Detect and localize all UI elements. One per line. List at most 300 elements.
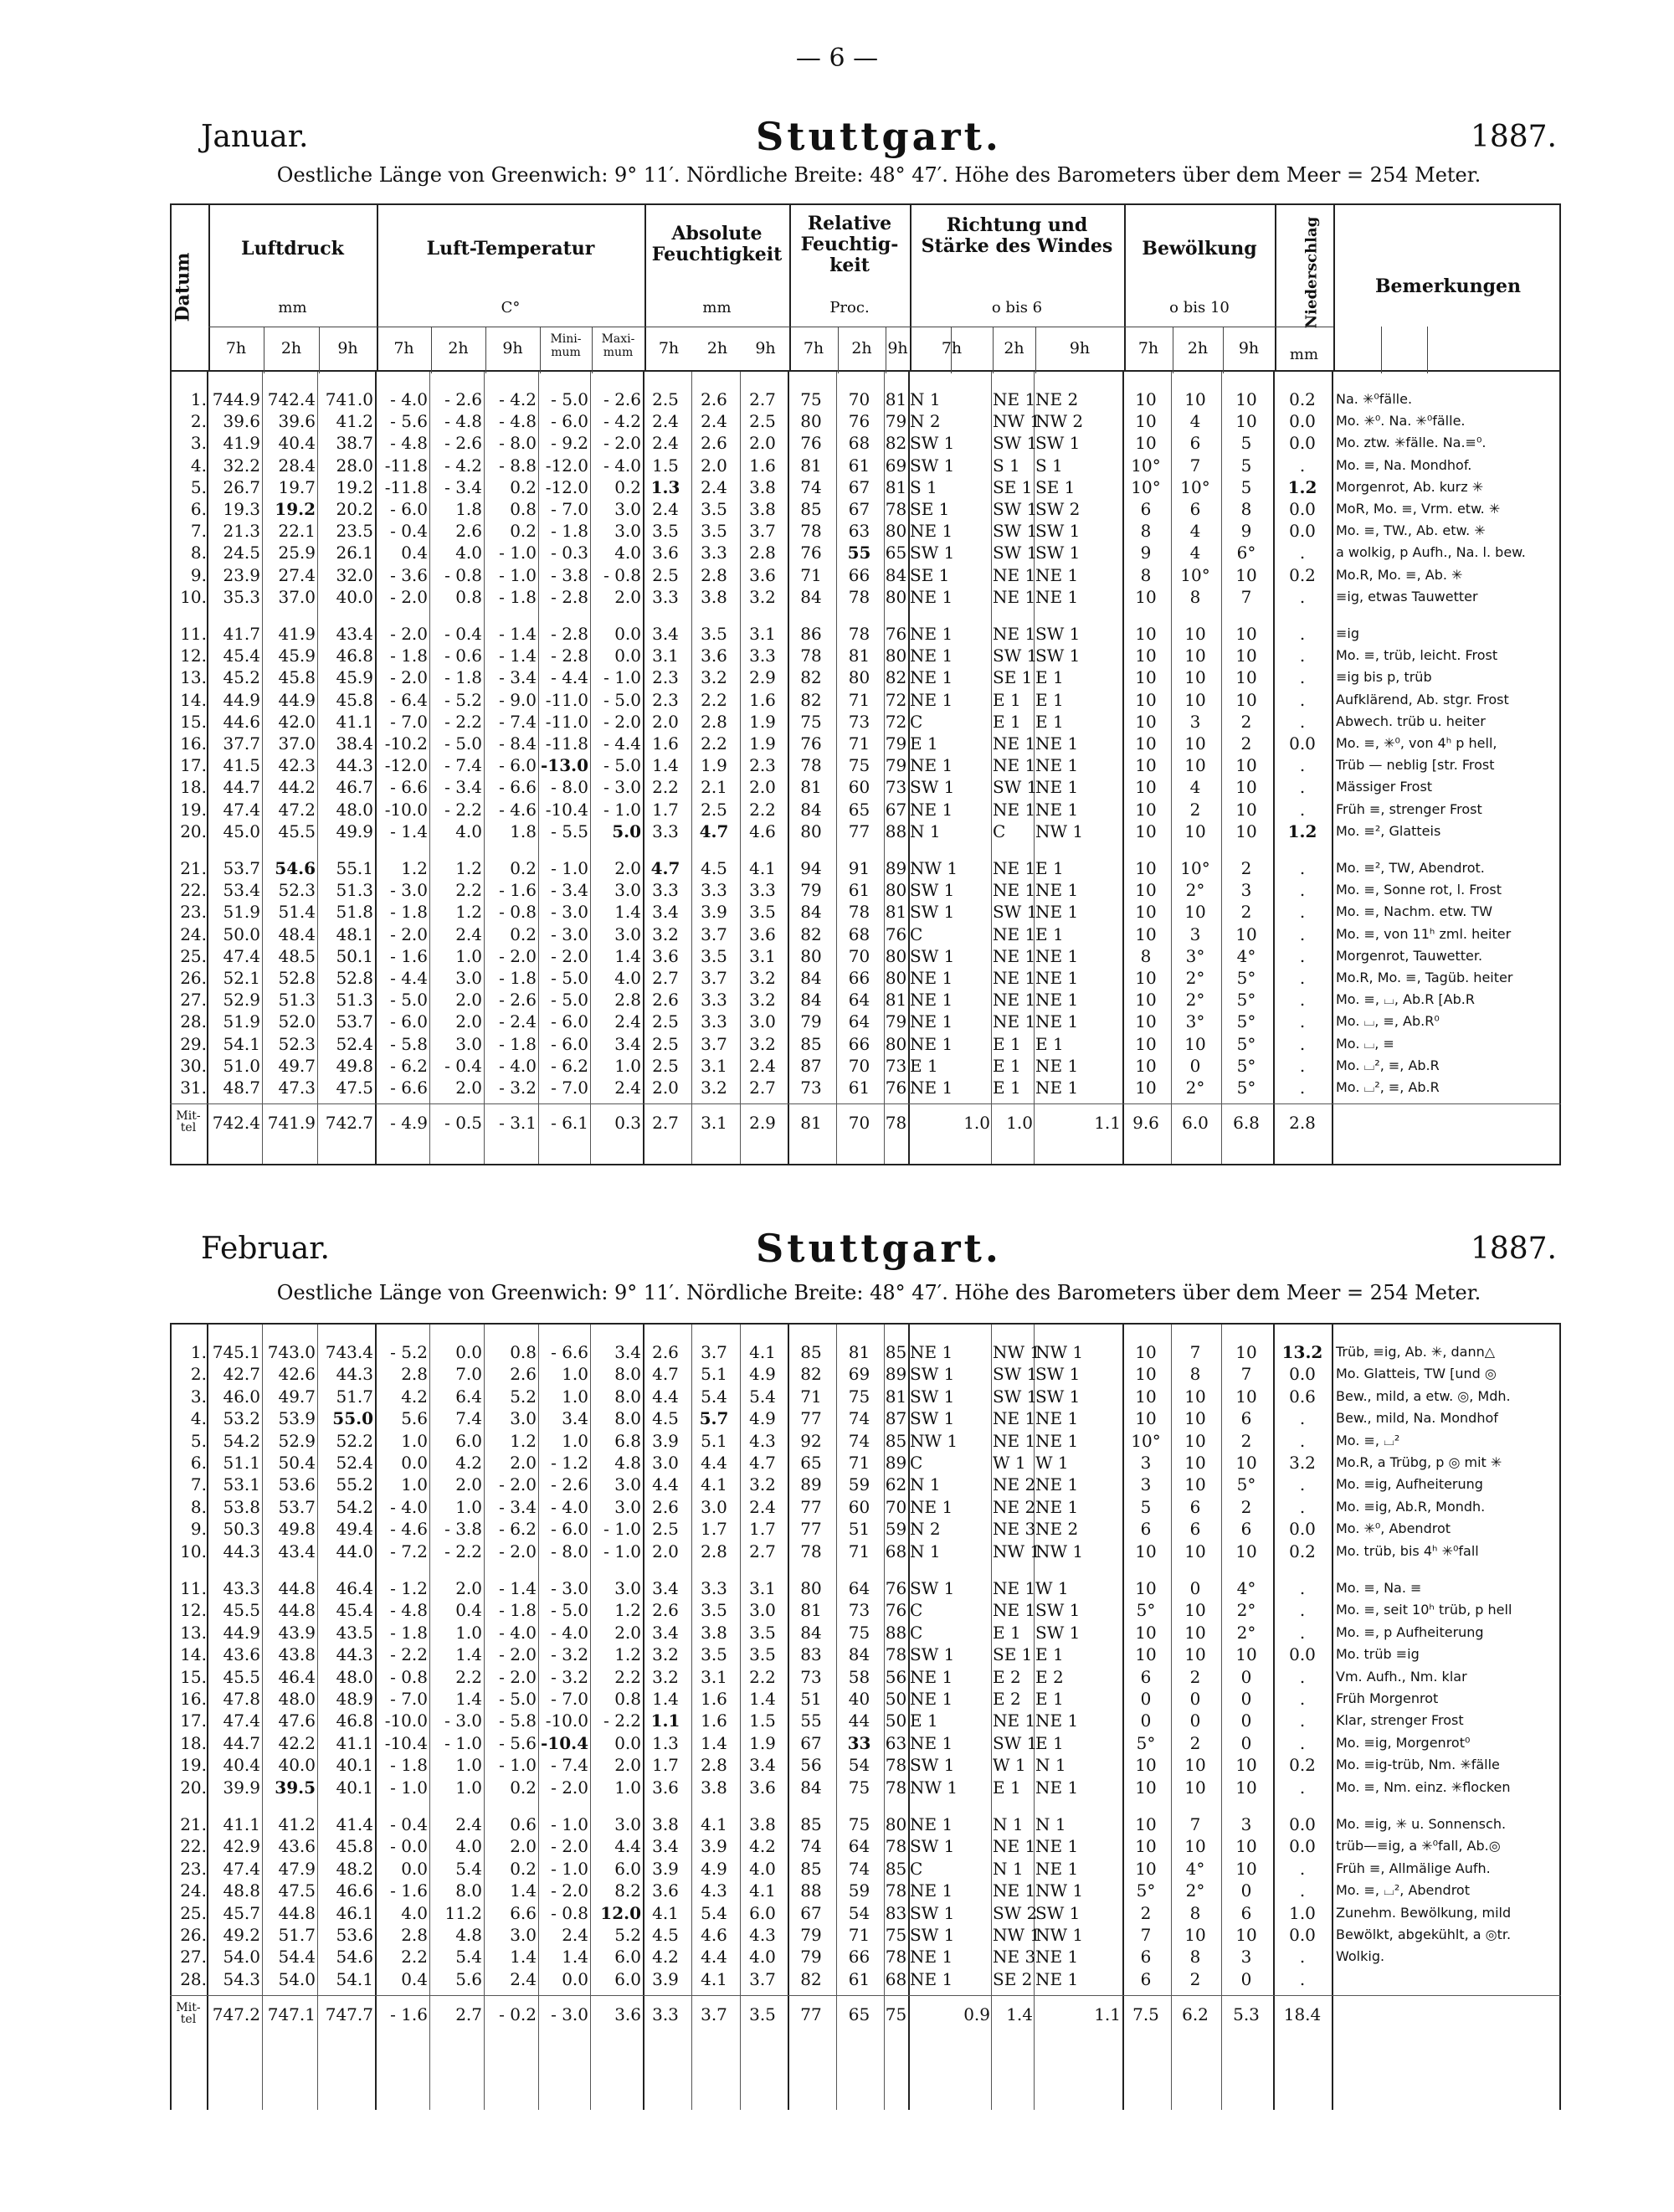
data-cell: 45.0 [223, 820, 260, 841]
data-cell: - 6.0 [551, 1033, 588, 1054]
data-cell: -11.0 [545, 689, 588, 710]
data-cell: - 0.8 [444, 564, 482, 585]
data-cell: 80 [800, 820, 822, 841]
data-cell: 71 [848, 733, 870, 754]
data-cell: 28.0 [336, 455, 373, 476]
data-cell: . [1299, 1732, 1306, 1753]
data-cell: SW 1 [910, 433, 955, 454]
data-cell: 49.9 [336, 820, 373, 841]
data-cell: 0.0 [1289, 521, 1316, 542]
data-cell: 56 [885, 1666, 907, 1687]
data-cell: 6.4 [455, 1386, 482, 1407]
data-cell: NE 1 [910, 624, 953, 644]
data-cell: 41.9 [278, 624, 316, 644]
remark-cell: Mo. trüb ≡ig [1336, 1646, 1420, 1663]
data-cell: - 3.2 [551, 1666, 588, 1687]
data-cell: 3.4 [652, 1622, 679, 1643]
data-cell: 82 [800, 923, 822, 944]
data-cell: NE 1 [993, 923, 1036, 944]
data-cell: N 1 [1035, 1755, 1066, 1776]
data-cell: SW 1 [910, 777, 955, 798]
remark-cell: Mo. ⌴, ≡ [1336, 1035, 1394, 1052]
data-cell: 12.0 [600, 1902, 641, 1923]
data-cell: SW 1 [993, 499, 1038, 519]
data-cell: 81 [885, 902, 907, 923]
table-row [170, 1430, 1561, 1452]
data-cell: 75 [848, 1814, 870, 1834]
data-cell: SW 1 [910, 543, 955, 563]
date-cell: 21. [180, 858, 207, 878]
data-cell: 53.6 [278, 1474, 316, 1495]
data-cell: NE 1 [993, 858, 1036, 878]
data-cell: 2.8 [701, 711, 727, 732]
data-cell: 10 [1135, 411, 1157, 432]
data-cell: NE 1 [1035, 1474, 1079, 1495]
data-cell: 54 [848, 1755, 870, 1776]
table-row [170, 1754, 1561, 1776]
data-cell: - 6.6 [390, 777, 428, 798]
data-cell: 3.1 [701, 1055, 727, 1076]
data-cell: 10 [1135, 1578, 1157, 1598]
data-cell: SW 1 [993, 521, 1038, 542]
data-cell: 77 [800, 1519, 822, 1540]
remark-cell: Aufklärend, Ab. stgr. Frost [1336, 691, 1509, 707]
remark-cell: Mo. ≡, TW., Ab. etw. ✳ [1336, 522, 1486, 539]
data-cell: - 7.4 [499, 711, 537, 732]
data-cell: 44.9 [223, 689, 260, 710]
date-cell: 16. [180, 733, 207, 754]
data-cell: E 1 [1035, 1033, 1064, 1054]
data-cell: . [1299, 858, 1306, 878]
data-cell: 10 [1135, 733, 1157, 754]
data-cell: 6 [1240, 1408, 1252, 1429]
data-cell: . [1299, 1033, 1306, 1054]
data-cell: 742.4 [267, 389, 316, 409]
data-cell: 2.8 [701, 1541, 727, 1561]
mittel-cell: 1.1 [1094, 2004, 1121, 2025]
data-cell: 43.4 [336, 624, 373, 644]
data-cell: 43.8 [278, 1644, 316, 1665]
data-cell: - 1.8 [499, 1033, 537, 1054]
data-cell: 20.2 [336, 499, 373, 519]
data-cell: 48.5 [278, 945, 316, 966]
mittel-cell: 742.4 [212, 1113, 260, 1134]
data-cell: 2.8 [701, 1755, 727, 1776]
data-cell: 41.7 [223, 624, 260, 644]
data-cell: 3.0 [614, 1578, 641, 1598]
data-cell: C [910, 1858, 923, 1879]
data-cell: 3.0 [652, 1453, 679, 1473]
data-cell: 10 [1235, 1386, 1257, 1407]
data-cell: - 1.2 [551, 1453, 588, 1473]
data-cell: - 2.2 [603, 1710, 641, 1731]
data-cell: 5° [1136, 1880, 1156, 1901]
data-cell: 3.9 [701, 902, 727, 923]
data-cell: 10 [1235, 1755, 1257, 1776]
data-cell: 10 [1135, 990, 1157, 1011]
mittel-cell: 742.7 [325, 1113, 373, 1134]
data-cell: 51.9 [223, 1011, 260, 1032]
data-cell: 9 [1140, 543, 1152, 563]
data-cell: 2 [1240, 711, 1252, 732]
date-cell: 1. [190, 1342, 207, 1362]
data-cell: C [910, 711, 923, 732]
data-cell: 1.6 [701, 1689, 727, 1709]
data-cell: - 1.0 [390, 1777, 428, 1798]
data-cell: 79 [800, 880, 822, 901]
data-cell: 39.5 [275, 1777, 316, 1798]
data-cell: 3.0 [614, 1814, 641, 1834]
mittel-cell: 741.9 [267, 1113, 316, 1134]
date-cell: 19. [180, 799, 207, 820]
data-cell: 64 [848, 1578, 870, 1598]
remark-cell: Vm. Aufh., Nm. klar [1336, 1668, 1467, 1685]
data-cell: NE 1 [993, 564, 1036, 585]
data-cell: 4.8 [455, 1925, 482, 1945]
data-cell: 2.0 [510, 1453, 537, 1473]
mittel-cell: - 3.0 [551, 2004, 588, 2025]
data-cell: 8.0 [455, 1880, 482, 1901]
data-cell: 1.0 [401, 1474, 428, 1495]
remark-cell: Zunehm. Bewölkung, mild [1336, 1904, 1512, 1921]
data-cell: 2.4 [652, 411, 679, 432]
data-cell: NE 1 [910, 689, 953, 710]
data-cell: 85 [800, 1033, 822, 1054]
data-cell: 10 [1235, 1342, 1257, 1362]
data-cell: - 4.0 [499, 1622, 537, 1643]
data-cell: - 3.4 [499, 1496, 537, 1517]
data-cell: 5° [1236, 1078, 1256, 1098]
data-cell: - 6.2 [551, 1055, 588, 1076]
data-cell: 4.3 [749, 1430, 776, 1451]
data-cell: 3.3 [749, 646, 776, 666]
data-cell: SW 1 [993, 646, 1038, 666]
data-cell: 68 [885, 1541, 907, 1561]
data-cell: 3° [1185, 945, 1205, 966]
data-cell: - 5.8 [390, 1033, 428, 1054]
data-cell: 1.6 [749, 689, 776, 710]
data-cell: 8 [1189, 1364, 1201, 1385]
remark-cell: Bew., mild, a etw. ◎, Mdh. [1336, 1387, 1511, 1404]
data-cell: 1.4 [652, 1689, 679, 1709]
data-cell: 4.1 [749, 858, 776, 878]
data-cell: 3.1 [701, 1666, 727, 1687]
date-cell: 14. [180, 1644, 207, 1665]
data-cell: -10.4 [545, 799, 588, 820]
data-cell: - 0.8 [603, 564, 641, 585]
date-cell: 15. [180, 711, 207, 732]
data-cell: 26.1 [336, 543, 373, 563]
data-cell: 65 [848, 799, 870, 820]
data-cell: 54.2 [336, 1496, 373, 1517]
data-cell: E 1 [1035, 689, 1064, 710]
data-cell: 48.4 [278, 923, 316, 944]
mittel-cell: 747.1 [267, 2004, 316, 2025]
data-cell: 82 [800, 667, 822, 688]
data-cell: 78 [800, 755, 822, 776]
data-cell: 1.0 [562, 1364, 588, 1385]
data-cell: 3.8 [749, 476, 776, 497]
data-cell: 1.0 [614, 1777, 641, 1798]
data-cell: 70 [848, 945, 870, 966]
data-cell: 35.3 [223, 586, 260, 607]
data-cell: . [1299, 455, 1306, 476]
data-cell: 6° [1236, 543, 1256, 563]
data-cell: NE 1 [910, 1968, 953, 1989]
data-cell: - 1.8 [390, 1622, 428, 1643]
date-cell: 9. [190, 1519, 207, 1540]
remark-cell: Mo. ≡ig, Aufheiterung [1336, 1476, 1483, 1493]
date-cell: 17. [180, 755, 207, 776]
data-cell: NE 2 [993, 1496, 1036, 1517]
remark-cell: Früh ≡, strenger Frost [1336, 800, 1482, 817]
data-cell: 52.8 [336, 968, 373, 988]
data-cell: 80 [885, 1033, 907, 1054]
data-cell: 1.4 [614, 945, 641, 966]
data-cell: 0.2 [1289, 1755, 1316, 1776]
data-cell: 48.0 [336, 799, 373, 820]
data-cell: 75 [848, 755, 870, 776]
data-cell: 54.1 [336, 1968, 373, 1989]
data-cell: - 3.8 [444, 1519, 482, 1540]
data-cell: 8 [1140, 564, 1152, 585]
data-cell: 1.4 [749, 1689, 776, 1709]
data-cell: N 1 [1035, 1814, 1066, 1834]
data-cell: 6 [1140, 1968, 1152, 1989]
data-cell: N 1 [910, 389, 941, 409]
data-cell: 3.2 [1289, 1453, 1316, 1473]
data-cell: 3.0 [749, 1600, 776, 1621]
data-cell: 63 [885, 1732, 907, 1753]
data-cell: SW 1 [1035, 521, 1081, 542]
data-cell: - 1.0 [499, 543, 537, 563]
data-cell: 78 [848, 624, 870, 644]
data-cell: 1.2 [455, 902, 482, 923]
data-cell: 2° [1185, 968, 1205, 988]
data-cell: NE 1 [993, 990, 1036, 1011]
data-cell: SW 1 [1035, 1902, 1081, 1923]
data-cell: 44.3 [336, 1644, 373, 1665]
data-cell: 78 [885, 1880, 907, 1901]
data-cell: 5° [1236, 968, 1256, 988]
data-cell: 2.3 [749, 755, 776, 776]
data-cell: 2.2 [614, 1666, 641, 1687]
data-cell: 51.9 [223, 902, 260, 923]
data-cell: - 5.6 [390, 411, 428, 432]
remark-cell: Mo. ztw. ✳fälle. Na.≡⁰. [1336, 435, 1487, 451]
data-cell: 4° [1236, 945, 1256, 966]
remark-cell: Mo. ≡ig, Ab.R, Mondh. [1336, 1498, 1486, 1515]
data-cell: . [1299, 1408, 1306, 1429]
data-cell: 10 [1135, 820, 1157, 841]
data-cell: 61 [848, 1078, 870, 1098]
data-cell: 75 [800, 711, 822, 732]
data-cell: 10 [1184, 1408, 1206, 1429]
data-cell: 3.2 [652, 923, 679, 944]
data-cell: 2.1 [701, 777, 727, 798]
data-cell: 1.6 [652, 733, 679, 754]
data-cell: 2 [1189, 1968, 1201, 1989]
data-cell: - 6.0 [551, 1011, 588, 1032]
data-cell: 84 [800, 1622, 822, 1643]
data-cell: 3.2 [701, 1078, 727, 1098]
date-cell: 22. [180, 880, 207, 901]
februar-header [201, 1212, 1557, 1271]
data-cell: 74 [848, 1430, 870, 1451]
data-cell: 37.0 [278, 586, 316, 607]
mittel-cell: 3.5 [749, 2004, 776, 2025]
data-cell: 5 [1140, 1496, 1152, 1517]
data-cell: - 1.4 [499, 646, 537, 666]
data-cell: SW 1 [1035, 1622, 1081, 1643]
data-cell: 4.9 [701, 1858, 727, 1879]
data-cell: 74 [848, 1408, 870, 1429]
data-cell: 5° [1236, 990, 1256, 1011]
data-cell: 55 [800, 1710, 822, 1731]
data-cell: - 1.8 [499, 968, 537, 988]
data-cell: NE 1 [993, 733, 1036, 754]
data-cell: 45.2 [223, 667, 260, 688]
data-cell: NW 1 [993, 1541, 1041, 1561]
data-cell: 0.6 [1289, 1386, 1316, 1407]
data-cell: 42.2 [278, 1732, 316, 1753]
data-cell: 48.7 [223, 1078, 260, 1098]
data-cell: 46.1 [336, 1902, 373, 1923]
data-cell: W 1 [993, 1755, 1026, 1776]
data-cell: NE 1 [1035, 777, 1079, 798]
data-cell: - 1.0 [603, 667, 641, 688]
mittel-cell: 0.3 [614, 1113, 641, 1134]
data-cell: 3.6 [652, 543, 679, 563]
data-cell: 5° [1136, 1600, 1156, 1621]
data-cell: NE 1 [910, 1078, 953, 1098]
data-cell: 743.0 [267, 1342, 316, 1362]
date-cell: 31. [180, 1078, 207, 1098]
data-cell: 1.7 [701, 1519, 727, 1540]
col-lufttemp: Luft-Temperatur [426, 238, 595, 260]
table-row [170, 923, 1561, 945]
data-cell: . [1299, 923, 1306, 944]
data-cell: SW 1 [1035, 433, 1081, 454]
table-row [170, 733, 1561, 754]
data-cell: 73 [800, 1078, 822, 1098]
data-cell: NW 1 [1035, 1541, 1084, 1561]
data-cell: 4° [1236, 1578, 1256, 1598]
data-cell: 5° [1136, 1732, 1156, 1753]
data-cell: 83 [800, 1644, 822, 1665]
data-cell: 47.4 [223, 1858, 260, 1879]
data-cell: 44.6 [223, 711, 260, 732]
data-cell: 42.7 [223, 1364, 260, 1385]
date-cell: 23. [180, 1858, 207, 1879]
data-cell: 4.3 [749, 1925, 776, 1945]
data-cell: - 1.6 [390, 945, 428, 966]
table-row [170, 1496, 1561, 1518]
data-cell: 71 [800, 564, 822, 585]
date-cell: 24. [180, 923, 207, 944]
data-cell: SE 1 [993, 1644, 1033, 1665]
table-row [170, 1518, 1561, 1540]
data-cell: 2.9 [749, 667, 776, 688]
data-cell: NE 1 [993, 1578, 1036, 1598]
data-cell: S 1 [910, 476, 937, 497]
data-cell: 6.0 [455, 1430, 482, 1451]
data-cell: 4.5 [701, 858, 727, 878]
data-cell: 1.4 [562, 1947, 588, 1968]
data-cell: 2.5 [652, 1033, 679, 1054]
data-cell: . [1299, 543, 1306, 563]
data-cell: 3.8 [652, 1814, 679, 1834]
data-cell: 3.5 [652, 521, 679, 542]
data-cell: -10.4 [384, 1732, 428, 1753]
data-cell: 0.8 [455, 586, 482, 607]
table-row [170, 967, 1561, 989]
data-cell: -11.0 [545, 711, 588, 732]
data-cell: 67 [800, 1902, 822, 1923]
data-cell: 80 [885, 945, 907, 966]
data-cell: 47.4 [223, 945, 260, 966]
data-cell: 64 [848, 1836, 870, 1857]
remark-cell: Mo. ✳⁰. Na. ✳⁰fälle. [1336, 413, 1466, 430]
data-cell: 10 [1235, 820, 1257, 841]
data-cell: 0.0 [614, 624, 641, 644]
data-cell: 10 [1235, 1644, 1257, 1665]
data-cell: 3.0 [510, 1925, 537, 1945]
data-cell: 0 [1140, 1710, 1152, 1731]
data-cell: - 2.0 [499, 945, 537, 966]
februar-table [170, 1325, 1561, 2110]
data-cell: 49.8 [336, 1055, 373, 1076]
data-cell: 3.5 [701, 624, 727, 644]
data-cell: 1.7 [652, 799, 679, 820]
data-cell: - 4.0 [390, 1496, 428, 1517]
data-cell: 3.4 [652, 624, 679, 644]
data-cell: . [1299, 1666, 1306, 1687]
data-cell: 2.4 [701, 411, 727, 432]
data-cell: 3.0 [455, 1033, 482, 1054]
data-cell: - 2.0 [390, 923, 428, 944]
data-cell: 54.4 [278, 1947, 316, 1968]
data-cell: E 2 [993, 1689, 1021, 1709]
data-cell: 3.1 [749, 945, 776, 966]
data-cell: 37.0 [278, 733, 316, 754]
data-cell: 1.3 [650, 476, 680, 497]
data-cell: 10 [1184, 1644, 1206, 1665]
data-cell: 8 [1240, 499, 1252, 519]
data-cell: 2 [1240, 858, 1252, 878]
data-cell: . [1299, 755, 1306, 776]
data-cell: 3.2 [652, 1644, 679, 1665]
data-cell: 45.8 [336, 1836, 373, 1857]
data-cell: 56 [800, 1755, 822, 1776]
data-cell: W 1 [1035, 1453, 1069, 1473]
data-cell: 41.9 [223, 433, 260, 454]
data-cell: 81 [800, 777, 822, 798]
date-cell: 13. [180, 1622, 207, 1643]
data-cell: 10 [1135, 1078, 1157, 1098]
data-cell: N 1 [910, 1474, 941, 1495]
data-cell: 42.6 [278, 1364, 316, 1385]
data-cell: 3° [1185, 1011, 1205, 1032]
data-cell: 10 [1235, 564, 1257, 585]
date-cell: 9. [190, 564, 207, 585]
date-cell: 22. [180, 1836, 207, 1857]
data-cell: 3.5 [701, 945, 727, 966]
data-cell: 10 [1184, 689, 1206, 710]
data-cell: 6.0 [614, 1858, 641, 1879]
mittel-cell: - 6.1 [551, 1113, 588, 1134]
data-cell: 48.0 [278, 1689, 316, 1709]
